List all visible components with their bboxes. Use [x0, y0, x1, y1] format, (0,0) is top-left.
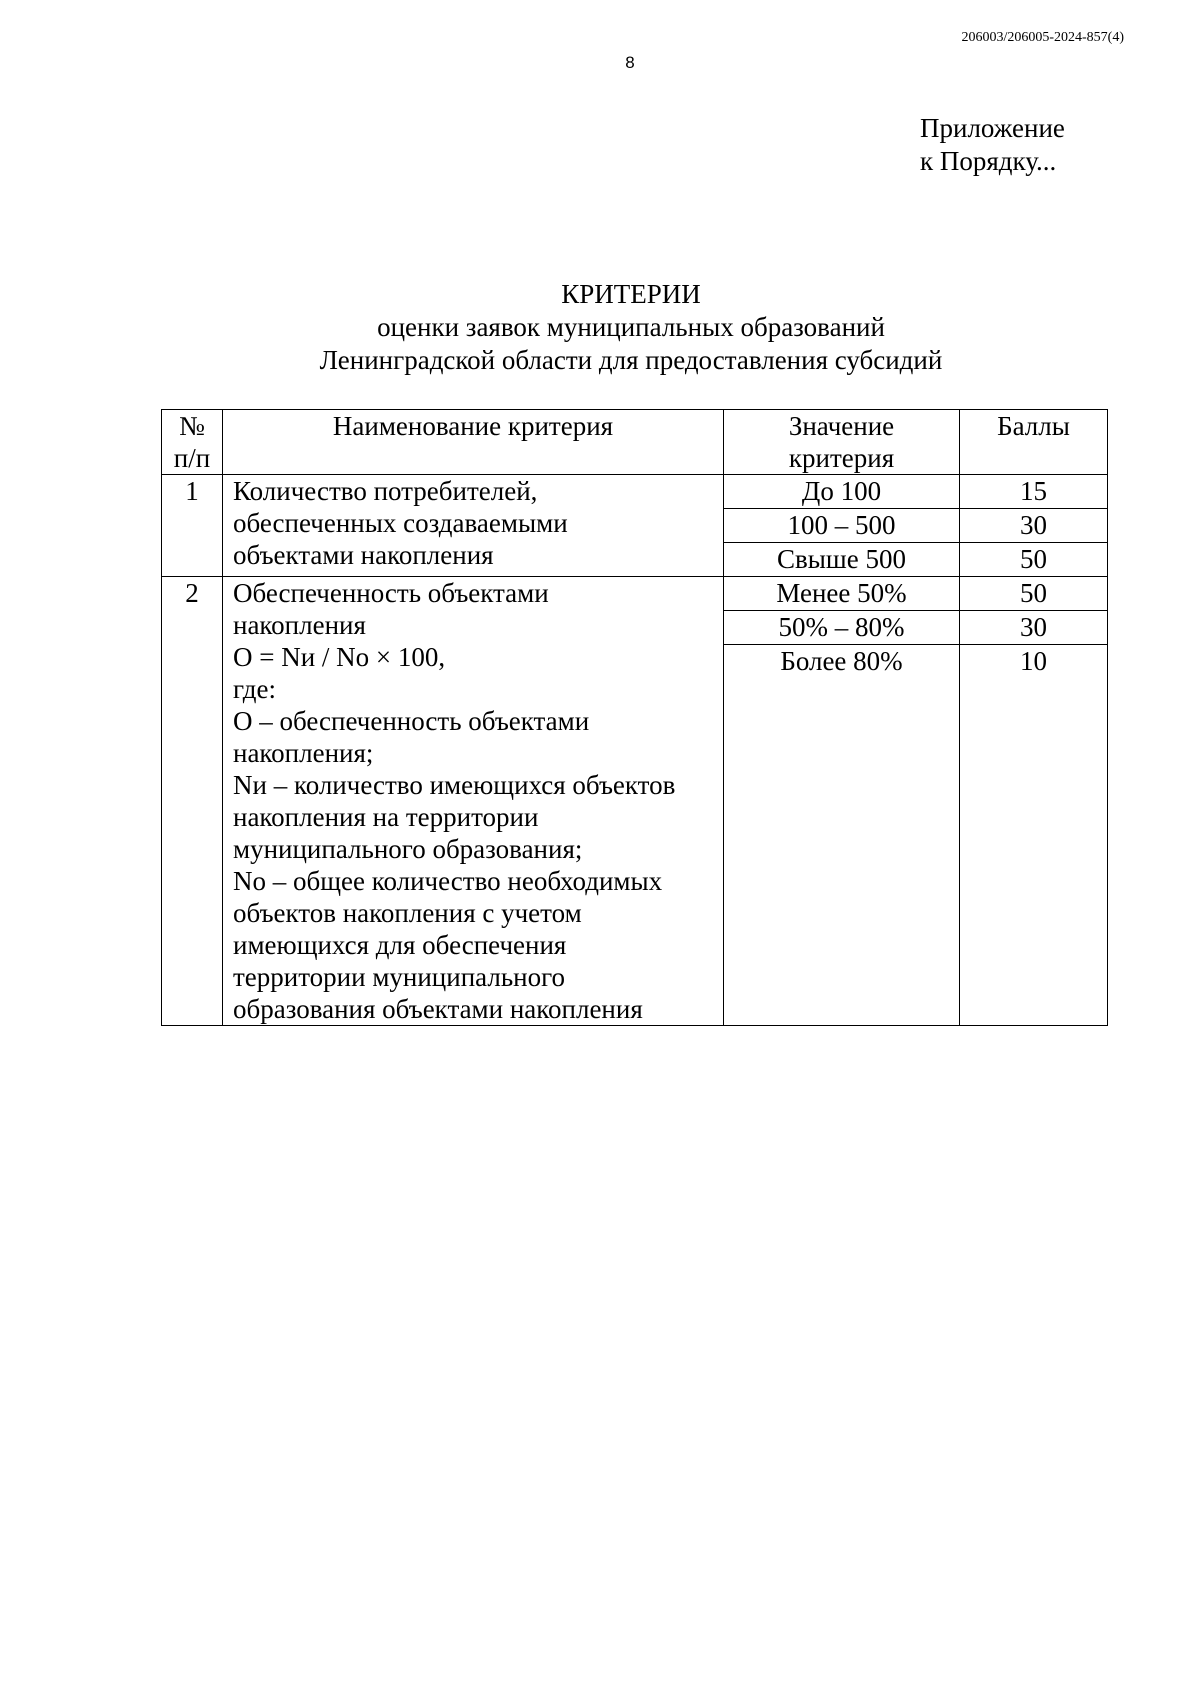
criterion-name-line: объектов накопления с учетом	[233, 898, 582, 928]
criterion-score: 50	[960, 577, 1108, 611]
criterion-name-line: Nо – общее количество необходимых	[233, 866, 663, 896]
criterion-value: Свыше 500	[724, 543, 960, 577]
criterion-value: 50% – 80%	[724, 611, 960, 645]
empty-value-cell	[724, 677, 960, 1026]
criterion-name-line: Обеспеченность объектами	[233, 578, 549, 608]
header-number	[162, 410, 223, 475]
header-score: Баллы	[960, 410, 1108, 475]
criterion-value: 100 – 500	[724, 509, 960, 543]
appendix-note	[920, 112, 1065, 178]
criterion-name-line: Nи – количество имеющихся объектов	[233, 770, 676, 800]
criterion-name-line: объектами накопления	[233, 540, 494, 570]
row-number: 2	[162, 577, 223, 1026]
document-id: 206003/206005-2024-857(4)	[961, 30, 1124, 45]
criterion-name-line: накопления	[233, 610, 366, 640]
criterion-name	[223, 577, 724, 1026]
header-value	[724, 410, 960, 475]
criterion-score: 15	[960, 475, 1108, 509]
criterion-name-line: О – обеспеченность объектами	[233, 706, 590, 736]
criterion-name-line: где:	[233, 674, 276, 704]
criterion-name-line: образования объектами накопления	[233, 994, 643, 1024]
criterion-score: 10	[960, 645, 1108, 678]
title-line-3: Ленинградской области для предоставления субсидий	[319, 345, 943, 375]
criterion-name-line: накопления на территории	[233, 802, 539, 832]
criterion-name-line: имеющихся для обеспечения	[233, 930, 567, 960]
appendix-line-2: к Порядку...	[920, 146, 1057, 176]
criterion-name-line: О = Nи / Nо × 100,	[233, 642, 446, 672]
criterion-name-line: Количество потребителей,	[233, 476, 538, 506]
empty-score-cell	[960, 677, 1108, 1026]
criteria-table	[161, 409, 1108, 1026]
table-header-row	[162, 410, 1108, 475]
criterion-name-line: муниципального образования;	[233, 834, 583, 864]
page-number: 8	[625, 53, 635, 72]
document-title	[0, 278, 1200, 377]
criterion-name-line: накопления;	[233, 738, 374, 768]
criterion-score: 30	[960, 611, 1108, 645]
title-main: КРИТЕРИИ	[561, 279, 701, 309]
header-number-line-2: п/п	[173, 443, 211, 473]
criterion-name	[223, 475, 724, 577]
row-number: 1	[162, 475, 223, 577]
header-number-line-1: №	[179, 411, 205, 441]
header-name: Наименование критерия	[223, 410, 724, 475]
criterion-value: Менее 50%	[724, 577, 960, 611]
criterion-value: Более 80%	[724, 645, 960, 678]
criterion-name-line: обеспеченных создаваемыми	[233, 508, 568, 538]
title-line-2: оценки заявок муниципальных образований	[377, 312, 885, 342]
criterion-score: 30	[960, 509, 1108, 543]
header-value-line-1: Значение	[788, 411, 895, 441]
table-row	[162, 577, 1108, 611]
criterion-value: До 100	[724, 475, 960, 509]
header-value-line-2: критерия	[788, 443, 895, 473]
table-row	[162, 475, 1108, 509]
criterion-name-line: территории муниципального	[233, 962, 566, 992]
appendix-line-1: Приложение	[920, 113, 1065, 143]
criterion-score: 50	[960, 543, 1108, 577]
